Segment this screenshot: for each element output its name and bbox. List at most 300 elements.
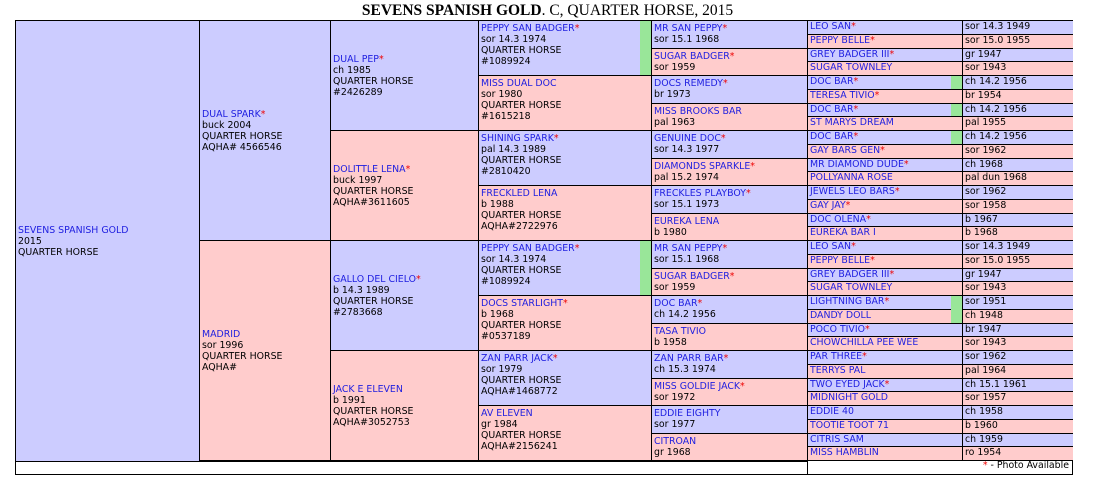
subject-year: 2015 — [18, 235, 42, 247]
horse-name-link[interactable]: DOCS REMEDY — [654, 78, 723, 89]
gen5-horse-info-cell — [963, 296, 1073, 310]
horse-info — [654, 133, 726, 155]
gen5-horse-info-cell — [963, 351, 1073, 365]
horse-name-line — [654, 51, 734, 62]
horse-registration: AQHA#1468772 — [481, 386, 558, 397]
photo-available-star: * — [851, 241, 856, 252]
gen5-horse-name-cell — [808, 269, 963, 283]
legend-star: * — [982, 460, 988, 471]
horse-name-line — [654, 326, 706, 337]
horse-info — [481, 78, 561, 122]
horse-name-line — [481, 133, 561, 144]
gen5-horse-name-cell — [808, 310, 963, 324]
horse-name-line — [654, 216, 719, 227]
gen3-horse-cell — [479, 186, 652, 241]
horse-name-link[interactable]: GREY BADGER III — [810, 48, 890, 60]
horse-color-year: b 1968 — [965, 227, 998, 239]
horse-name-link[interactable]: EDDIE 40 — [810, 406, 854, 417]
photo-available-star: * — [870, 34, 875, 46]
horse-name-line — [654, 271, 734, 282]
gen5-horse-name-cell — [808, 296, 963, 310]
horse-name-link[interactable]: SUGAR TOWNLEY — [810, 282, 893, 294]
gen1-horse-cell — [200, 21, 331, 241]
gen5-horse-info-cell — [963, 310, 1073, 324]
horse-color-year: sor 1959 — [654, 281, 696, 293]
gen5-horse-info-cell — [963, 104, 1073, 118]
pedigree-chart — [15, 20, 1073, 475]
horse-color-year: br 1954 — [965, 89, 1002, 101]
horse-name-link[interactable]: CITROAN — [654, 435, 697, 447]
gen5-horse-name-cell — [808, 159, 963, 173]
gen3-horse-cell — [479, 131, 652, 186]
gen4-horse-cell — [652, 434, 808, 462]
horse-name-link[interactable]: MR SAN PEPPY — [654, 243, 723, 254]
horse-registration: #0537189 — [481, 331, 531, 342]
gen3-horse-cell — [479, 296, 652, 351]
horse-breed: QUARTER HORSE — [333, 405, 414, 417]
horse-color-year: sor 15.1 1968 — [654, 34, 720, 45]
gen4-horse-cell — [652, 379, 808, 407]
horse-color-year: pal 1964 — [965, 364, 1007, 376]
gen4-horse-cell — [652, 186, 808, 214]
horse-name-link[interactable]: TERESA TIVIO — [810, 89, 875, 101]
horse-color-year: sor 14.3 1949 — [965, 21, 1031, 32]
horse-info — [654, 271, 734, 293]
horse-breed: QUARTER HORSE — [333, 185, 414, 197]
horse-color-year: sor 1943 — [965, 282, 1007, 294]
gen5-horse-name-cell — [808, 76, 963, 90]
gen4-horse-cell — [652, 214, 808, 242]
horse-color-year: sor 1977 — [654, 419, 696, 430]
gen4-horse-cell — [652, 324, 808, 352]
gen5-horse-info-cell — [963, 241, 1073, 255]
horse-name-link[interactable]: ST MARYS DREAM — [810, 117, 894, 129]
horse-info — [481, 133, 561, 177]
subject-name: SEVENS SPANISH GOLD — [18, 224, 129, 236]
horse-registration: AQHA# 4566546 — [202, 141, 282, 153]
horse-name-link[interactable]: MADRID — [202, 328, 241, 340]
gen2-horse-cell — [331, 131, 479, 241]
horse-color-year: ch 14.2 1956 — [965, 103, 1027, 115]
horse-breed: QUARTER HORSE — [481, 100, 562, 111]
horse-color-year: b 1988 — [481, 199, 514, 210]
gen5-horse-info-cell — [963, 269, 1073, 283]
horse-name-link[interactable]: DOLITTLE LENA — [333, 163, 406, 175]
gen5-horse-info-cell — [963, 76, 1073, 90]
horse-registration: #2783668 — [333, 306, 383, 318]
horse-name-link[interactable]: MR DIAMOND DUDE — [810, 158, 904, 170]
horse-color-year: sor 15.0 1955 — [965, 254, 1031, 266]
horse-color-year: sor 14.3 1974 — [481, 34, 547, 45]
photo-available-star: * — [574, 23, 580, 34]
horse-info — [333, 54, 413, 98]
horse-name-link[interactable]: DIAMONDS SPARKLE — [654, 160, 751, 172]
gen1-horse-cell — [200, 241, 331, 461]
horse-registration: AQHA#3052753 — [333, 416, 410, 428]
horse-name-line — [481, 408, 561, 419]
gen5-horse-info-cell — [963, 186, 1073, 200]
horse-color-year: sor 15.0 1955 — [965, 34, 1031, 46]
gen5-horse-info-cell — [963, 172, 1073, 186]
horse-name-link[interactable]: ZAN PARR BAR — [654, 353, 724, 364]
horse-name-link[interactable]: MISS HAMBLIN — [810, 447, 879, 459]
photo-available-star: * — [903, 158, 909, 170]
horse-color-year: sor 1943 — [965, 62, 1007, 74]
gen5-horse-name-cell — [808, 104, 963, 118]
horse-name-link[interactable]: DOC BAR — [810, 131, 854, 142]
horse-color-year: sor 14.3 1949 — [965, 241, 1031, 252]
photo-available-star: * — [574, 243, 580, 254]
horse-name-link[interactable]: DOC BAR — [810, 76, 854, 87]
horse-info — [333, 274, 421, 318]
horse-name-link[interactable]: DOC BAR — [654, 298, 698, 309]
horse-name-link[interactable]: GENUINE DOC — [654, 133, 721, 144]
horse-name-link[interactable]: CITRIS SAM — [810, 433, 864, 445]
gen5-horse-name-cell — [808, 392, 963, 406]
horse-breed: QUARTER HORSE — [481, 155, 562, 166]
horse-info — [481, 243, 579, 287]
photo-available-star: * — [729, 50, 735, 62]
horse-name-link[interactable]: PEPPY BELLE — [810, 254, 871, 266]
horse-name-line — [654, 133, 726, 144]
gen5-horse-name-cell — [808, 186, 963, 200]
horse-breed: QUARTER HORSE — [481, 265, 562, 276]
horse-info — [333, 384, 413, 428]
horse-color-year: b 1968 — [481, 309, 514, 320]
horse-color-year: b 1967 — [965, 213, 998, 225]
horse-name-link[interactable]: SUGAR TOWNLEY — [810, 62, 893, 74]
photo-available-star: * — [416, 273, 421, 285]
horse-name-link[interactable]: MISS BROOKS BAR — [654, 105, 742, 117]
gen3-horse-cell — [479, 351, 652, 406]
horse-name-link[interactable]: CHOWCHILLA PEE WEE — [810, 337, 919, 349]
horse-registration: AQHA#3611605 — [333, 196, 410, 208]
horse-name-link[interactable]: SUGAR BADGER — [654, 270, 730, 282]
horse-color-year: buck 2004 — [202, 119, 252, 131]
horse-name-link[interactable]: TERRYS PAL — [810, 364, 866, 376]
legend-text: - Photo Available — [987, 460, 1069, 471]
gen5-horse-info-cell — [963, 62, 1073, 76]
horse-color-year: b 14.3 1989 — [333, 284, 390, 296]
horse-name-link[interactable]: SHINING SPARK — [481, 133, 554, 144]
gen5-horse-name-cell — [808, 241, 963, 255]
horse-color-year: sor 1996 — [202, 339, 244, 351]
horse-registration: #1089924 — [481, 56, 531, 67]
gen5-horse-info-cell — [963, 392, 1073, 406]
horse-name-link[interactable]: POLLYANNA ROSE — [810, 172, 893, 184]
horse-name-link[interactable]: MISS GOLDIE JACK — [654, 380, 741, 392]
photo-available-star: * — [853, 103, 859, 115]
horse-color-year: sor 1943 — [965, 337, 1007, 349]
gen5-horse-name-cell — [808, 255, 963, 269]
horse-color-year: gr 1947 — [965, 268, 1002, 280]
linebreeding-marker — [640, 21, 651, 75]
photo-available-star: * — [884, 296, 890, 307]
horse-color-year: buck 1997 — [333, 174, 383, 186]
horse-name-line — [654, 298, 716, 309]
horse-name-link[interactable]: LEO SAN — [810, 241, 852, 252]
photo-available-star: * — [889, 48, 895, 60]
gen5-horse-name-cell — [808, 351, 963, 365]
horse-name-line — [654, 381, 745, 392]
horse-name-line — [333, 274, 421, 285]
horse-name-line — [333, 384, 413, 395]
horse-color-year: ch 15.3 1974 — [654, 364, 716, 375]
horse-color-year: ch 1985 — [333, 64, 371, 76]
horse-color-year: pal dun 1968 — [965, 172, 1027, 184]
gen5-horse-name-cell — [808, 282, 963, 296]
photo-available-star: * — [853, 131, 859, 142]
horse-name-link[interactable]: GALLO DEL CIELO — [333, 273, 416, 285]
gen5-horse-info-cell — [963, 49, 1073, 63]
horse-name-link[interactable]: MR SAN PEPPY — [654, 23, 723, 34]
horse-name-link[interactable]: LEO SAN — [810, 21, 852, 32]
gen5-horse-name-cell — [808, 214, 963, 228]
horse-name-line — [654, 78, 728, 89]
gen5-horse-name-cell — [808, 406, 963, 420]
photo-available-star: * — [697, 298, 703, 309]
photo-available-star: * — [553, 133, 559, 144]
gen5-horse-info-cell — [963, 337, 1073, 351]
page-title — [0, 2, 1095, 20]
gen4-horse-cell — [652, 21, 808, 49]
gen5-horse-info-cell — [963, 200, 1073, 214]
photo-available-star: * — [880, 144, 885, 156]
gen5-horse-info-cell — [963, 255, 1073, 269]
horse-color-year: pal 14.3 1989 — [481, 144, 546, 155]
empty-footer-row — [16, 461, 808, 474]
horse-name-link[interactable]: PEPPY SAN BADGER — [481, 243, 575, 254]
photo-available-star: * — [866, 213, 871, 225]
horse-color-year: sor 1962 — [965, 186, 1007, 197]
horse-breed: QUARTER HORSE — [333, 295, 414, 307]
horse-color-year: ch 14.2 1956 — [965, 131, 1027, 142]
gen4-horse-cell — [652, 131, 808, 159]
photo-available-star: * — [889, 268, 895, 280]
subject-horse — [16, 21, 200, 461]
horse-name-link[interactable]: PEPPY BELLE — [810, 34, 871, 46]
horse-color-year: sor 1980 — [481, 89, 523, 100]
horse-name-link[interactable]: DOC OLENA — [810, 213, 867, 225]
photo-available-star: * — [722, 78, 728, 89]
horse-color-year: pal 1955 — [965, 117, 1007, 129]
horse-info — [481, 188, 561, 232]
horse-color-year: b 1958 — [654, 336, 687, 348]
horse-name-link[interactable]: JEWELS LEO BARS — [810, 186, 895, 197]
gen5-horse-info-cell — [963, 434, 1073, 448]
horse-color-year: ch 1958 — [965, 406, 1003, 417]
horse-name-link[interactable]: EUREKA BAR I — [810, 227, 876, 239]
horse-info — [654, 216, 719, 238]
gen4-horse-cell — [652, 104, 808, 132]
horse-color-year: gr 1968 — [654, 446, 691, 458]
horse-name-link[interactable]: MIDNIGHT GOLD — [810, 392, 888, 404]
horse-name-link[interactable]: PAR THREE — [810, 351, 863, 362]
horse-color-year: sor 14.3 1977 — [654, 144, 720, 155]
horse-breed: QUARTER HORSE — [481, 320, 562, 331]
horse-name-line — [654, 436, 696, 447]
horse-color-year: br 1947 — [965, 323, 1002, 335]
horse-color-year: sor 1959 — [654, 61, 696, 73]
horse-name-line — [654, 161, 755, 172]
horse-info — [481, 23, 579, 67]
gen5-horse-name-cell — [808, 35, 963, 49]
linebreeding-marker — [951, 76, 962, 89]
horse-name-link[interactable]: TASA TIVIO — [654, 325, 706, 337]
gen4-horse-cell — [652, 76, 808, 104]
horse-name-link[interactable]: ZAN PARR JACK — [481, 353, 553, 364]
horse-color-year: ch 14.2 1956 — [654, 309, 716, 320]
horse-name-link[interactable]: DOCS STARLIGHT — [481, 298, 563, 309]
horse-name-link[interactable]: LIGHTNING BAR — [810, 296, 885, 307]
photo-available-star: * — [870, 254, 875, 266]
horse-name-link[interactable]: PEPPY SAN BADGER — [481, 23, 575, 34]
horse-color-year: ch 15.1 1961 — [965, 378, 1027, 390]
gen5-horse-info-cell — [963, 35, 1073, 49]
photo-available-star: * — [884, 378, 890, 390]
gen3-horse-cell — [479, 406, 652, 461]
horse-registration: AQHA# — [202, 361, 237, 373]
horse-breed: QUARTER HORSE — [481, 210, 562, 221]
horse-color-year: pal 15.2 1974 — [654, 171, 719, 183]
horse-name-line — [654, 243, 727, 254]
gen4-horse-cell — [652, 351, 808, 379]
gen5-horse-info-cell — [963, 90, 1073, 104]
gen4-horse-cell — [652, 159, 808, 187]
horse-color-year: b 1960 — [965, 419, 998, 431]
horse-name-link[interactable]: TWO EYED JACK — [810, 378, 885, 390]
gen5-horse-info-cell — [963, 379, 1073, 393]
horse-name-link[interactable]: FRECKLES PLAYBOY — [654, 188, 746, 199]
horse-name-line — [654, 353, 728, 364]
horse-name-link[interactable]: DUAL SPARK — [202, 108, 261, 120]
horse-info — [654, 188, 751, 210]
horse-info — [654, 51, 734, 73]
horse-name-link[interactable]: AV ELEVEN — [481, 408, 533, 419]
linebreeding-marker — [951, 104, 962, 117]
horse-breed: QUARTER HORSE — [202, 350, 283, 362]
horse-color-year: sor 1958 — [965, 199, 1007, 211]
gen5-horse-name-cell — [808, 21, 963, 35]
horse-info — [654, 161, 755, 183]
gen5-horse-name-cell — [808, 337, 963, 351]
horse-name-link[interactable]: FRECKLED LENA — [481, 188, 558, 199]
horse-color-year: ch 1959 — [965, 433, 1003, 445]
horse-name-link[interactable]: DUAL PEP — [333, 53, 379, 65]
horse-color-year: sor 1962 — [965, 351, 1007, 362]
gen5-horse-info-cell — [963, 282, 1073, 296]
photo-available-star: * — [853, 76, 859, 87]
photo-available-star: * — [874, 89, 880, 101]
horse-color-year: sor 1957 — [965, 392, 1007, 404]
gen5-horse-info-cell — [963, 365, 1073, 379]
horse-name-link[interactable]: GAY BARS GEN — [810, 144, 881, 156]
gen5-horse-name-cell — [808, 131, 963, 145]
gen5-horse-name-cell — [808, 420, 963, 434]
horse-name-link[interactable]: EDDIE EIGHTY — [654, 408, 721, 419]
photo-available-star: * — [723, 353, 729, 364]
horse-name-link[interactable]: GAY JAY — [810, 199, 846, 211]
horse-info — [202, 109, 282, 153]
horse-color-year: ch 1948 — [965, 309, 1003, 321]
gen5-horse-info-cell — [963, 406, 1073, 420]
photo-available-star: * — [722, 243, 728, 254]
horse-name-line — [333, 164, 413, 175]
gen5-horse-info-cell — [963, 324, 1073, 338]
horse-info — [481, 353, 561, 397]
gen5-horse-name-cell — [808, 117, 963, 131]
photo-available-star: * — [750, 160, 755, 172]
horse-name-line — [481, 353, 561, 364]
horse-name-line — [654, 23, 727, 34]
horse-color-year: sor 1962 — [965, 144, 1007, 156]
horse-name-link[interactable]: TOOTIE TOOT 71 — [810, 419, 890, 431]
horse-registration: #1615218 — [481, 111, 531, 122]
horse-color-year: gr 1984 — [481, 419, 518, 430]
horse-name-link[interactable]: GREY BADGER III — [810, 268, 890, 280]
gen5-horse-name-cell — [808, 379, 963, 393]
horse-registration: AQHA#2722976 — [481, 221, 558, 232]
horse-info — [654, 298, 716, 320]
gen4-horse-cell — [652, 406, 808, 434]
horse-name-line — [202, 109, 282, 120]
gen5-horse-info-cell — [963, 131, 1073, 145]
horse-registration: #2426289 — [333, 86, 383, 98]
gen5-horse-name-cell — [808, 90, 963, 104]
legend — [808, 458, 1072, 475]
gen4-horse-cell — [652, 269, 808, 297]
horse-info — [333, 164, 413, 208]
linebreeding-marker — [640, 241, 651, 295]
horse-name-line — [481, 298, 568, 309]
horse-name-link[interactable]: DOC BAR — [810, 103, 854, 115]
horse-name-link[interactable]: SUGAR BADGER — [654, 50, 730, 62]
horse-name-link[interactable]: DANDY DOLL — [810, 309, 871, 321]
horse-color-year: sor 1951 — [965, 296, 1007, 307]
horse-color-year: br 1973 — [654, 89, 691, 100]
horse-color-year: gr 1947 — [965, 48, 1002, 60]
gen5-horse-name-cell — [808, 49, 963, 63]
horse-name-link[interactable]: EUREKA LENA — [654, 215, 720, 227]
photo-available-star: * — [851, 21, 856, 32]
horse-breed: QUARTER HORSE — [333, 75, 414, 87]
photo-available-star: * — [845, 199, 851, 211]
gen5-horse-name-cell — [808, 62, 963, 76]
horse-name-link[interactable]: POCO TIVIO — [810, 323, 865, 335]
linebreeding-marker — [951, 296, 962, 323]
horse-breed: QUARTER HORSE — [481, 45, 562, 56]
horse-name-link[interactable]: JACK E ELEVEN — [333, 383, 403, 395]
horse-info — [481, 298, 568, 342]
horse-registration: #1089924 — [481, 276, 531, 287]
horse-name-line — [481, 78, 561, 89]
photo-available-star: * — [562, 298, 568, 309]
horse-info — [654, 381, 745, 403]
gen5-horse-name-cell — [808, 365, 963, 379]
photo-available-star: * — [740, 380, 745, 392]
gen2-horse-cell — [331, 21, 479, 131]
photo-available-star: * — [405, 163, 411, 175]
horse-name-line — [654, 188, 751, 199]
horse-info — [654, 78, 728, 100]
horse-color-year: ch 1968 — [965, 158, 1003, 170]
horse-color-year: sor 15.1 1968 — [654, 254, 720, 265]
horse-name-link[interactable]: MISS DUAL DOC — [481, 78, 557, 89]
gen5-horse-info-cell — [963, 21, 1073, 35]
photo-available-star: * — [552, 353, 558, 364]
photo-available-star: * — [260, 108, 266, 120]
gen3-horse-cell — [479, 241, 652, 296]
